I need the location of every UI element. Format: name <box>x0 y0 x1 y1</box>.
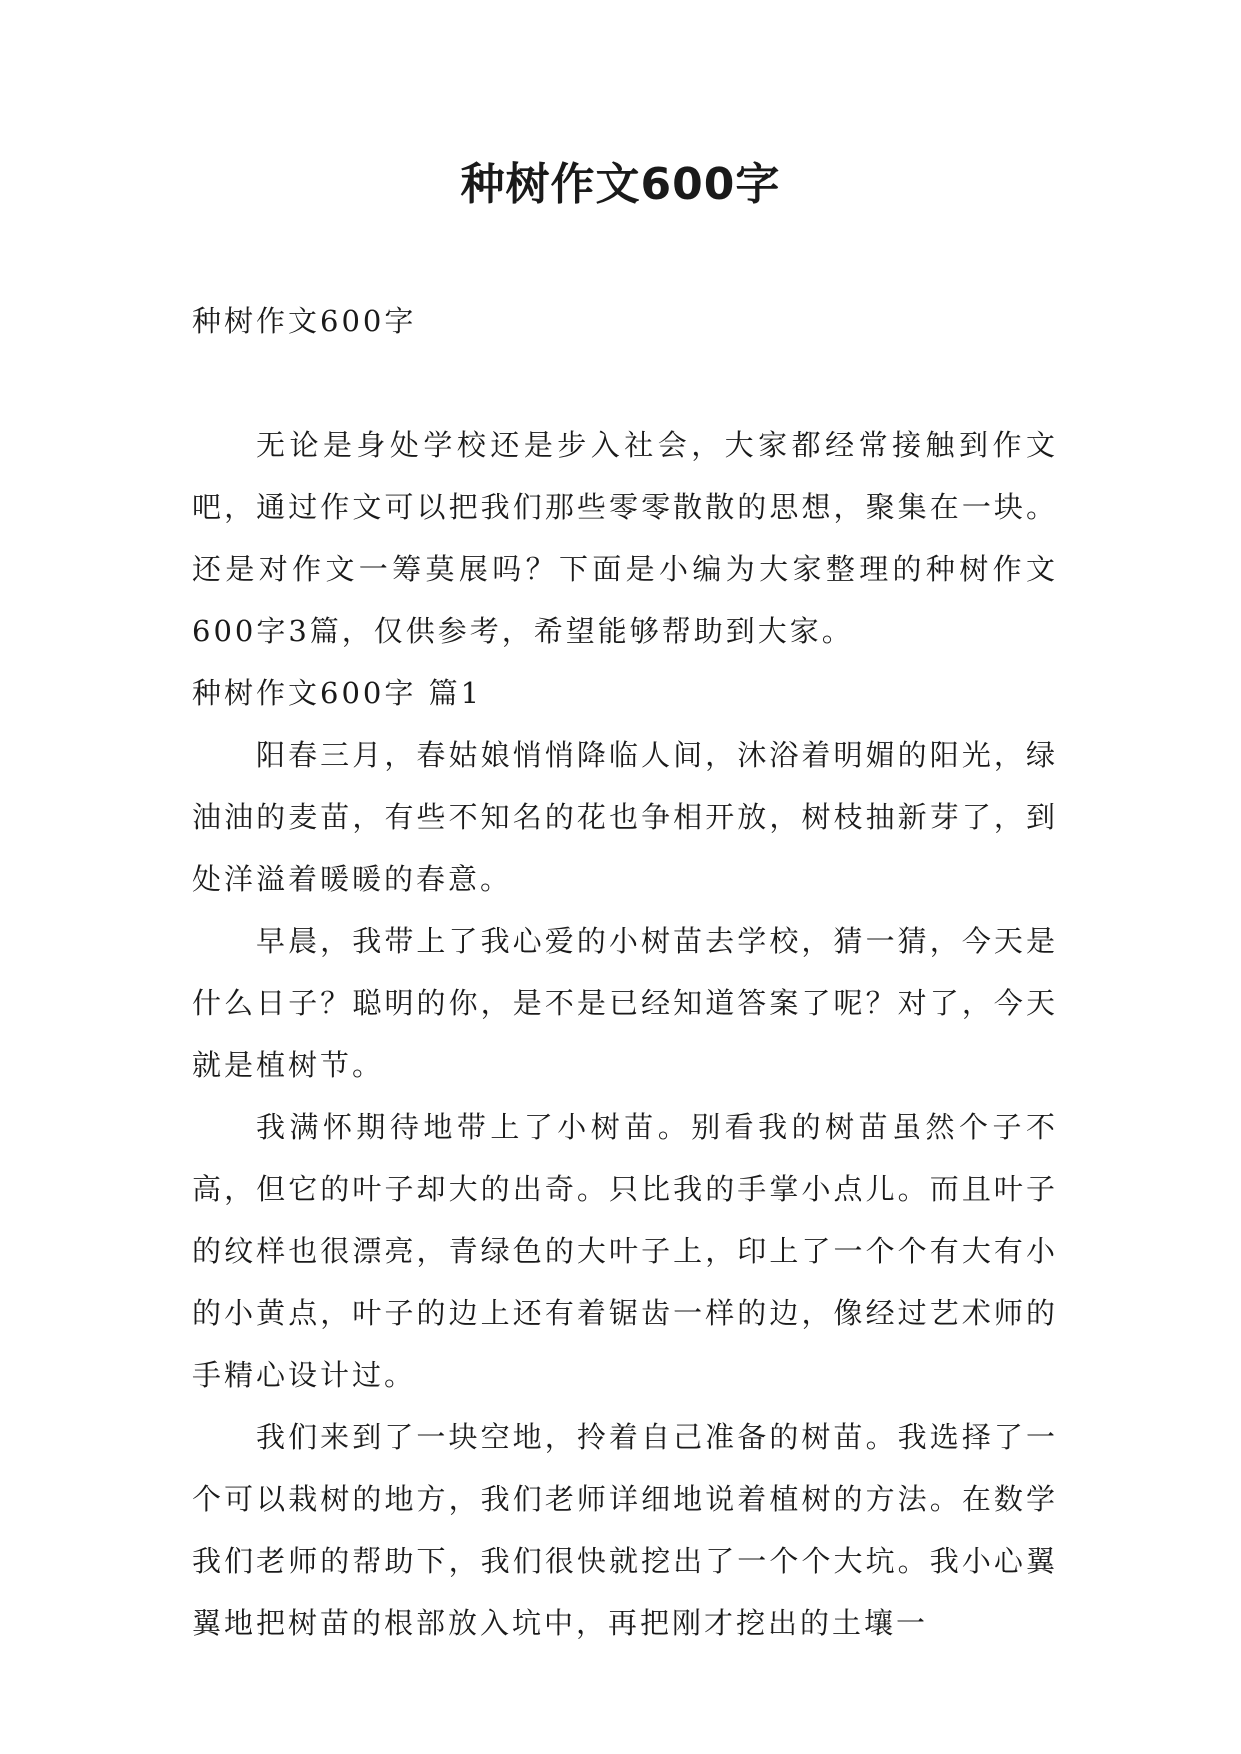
document-body <box>192 290 1058 1654</box>
body-paragraph: 我满怀期待地带上了小树苗。别看我的树苗虽然个子不高，但它的叶子却大的出奇。只比我的手掌小点儿。而且叶子的纹样也很漂亮，青绿色的大叶子上，印上了一个个有大有小的小黄点，叶子的边上还有着锯齿一样的边，像经过艺术师的手精心设计过。 <box>192 1110 1058 1392</box>
body-paragraph: 早晨，我带上了我心爱的小树苗去学校，猜一猜，今天是什么日子？聪明的你，是不是已经知道答案了呢？对了，今天就是植树节。 <box>192 924 1058 1082</box>
intro-paragraph: 无论是身处学校还是步入社会，大家都经常接触到作文吧，通过作文可以把我们那些零零散散的思想，聚集在一块。还是对作文一筹莫展吗？下面是小编为大家整理的种树作文600字3篇，仅供参考，希望能够帮助到大家。 <box>192 428 1058 648</box>
document-title: 种树作文600字 <box>460 159 781 210</box>
body-paragraph: 阳春三月，春姑娘悄悄降临人间，沐浴着明媚的阳光，绿油油的麦苗，有些不知名的花也争相开放，树枝抽新芽了，到处洋溢着暖暖的春意。 <box>192 738 1058 896</box>
body-paragraph: 我们来到了一块空地，拎着自己准备的树苗。我选择了一个可以栽树的地方，我们老师详细地说着植树的方法。在数学我们老师的帮助下，我们很快就挖出了一个个大坑。我小心翼翼地把树苗的根部放入坑中，再把刚才挖出的土壤一 <box>192 1420 1058 1640</box>
document-subtitle: 种树作文600字 <box>192 304 417 338</box>
section-heading: 种树作文600字 篇1 <box>192 676 483 710</box>
